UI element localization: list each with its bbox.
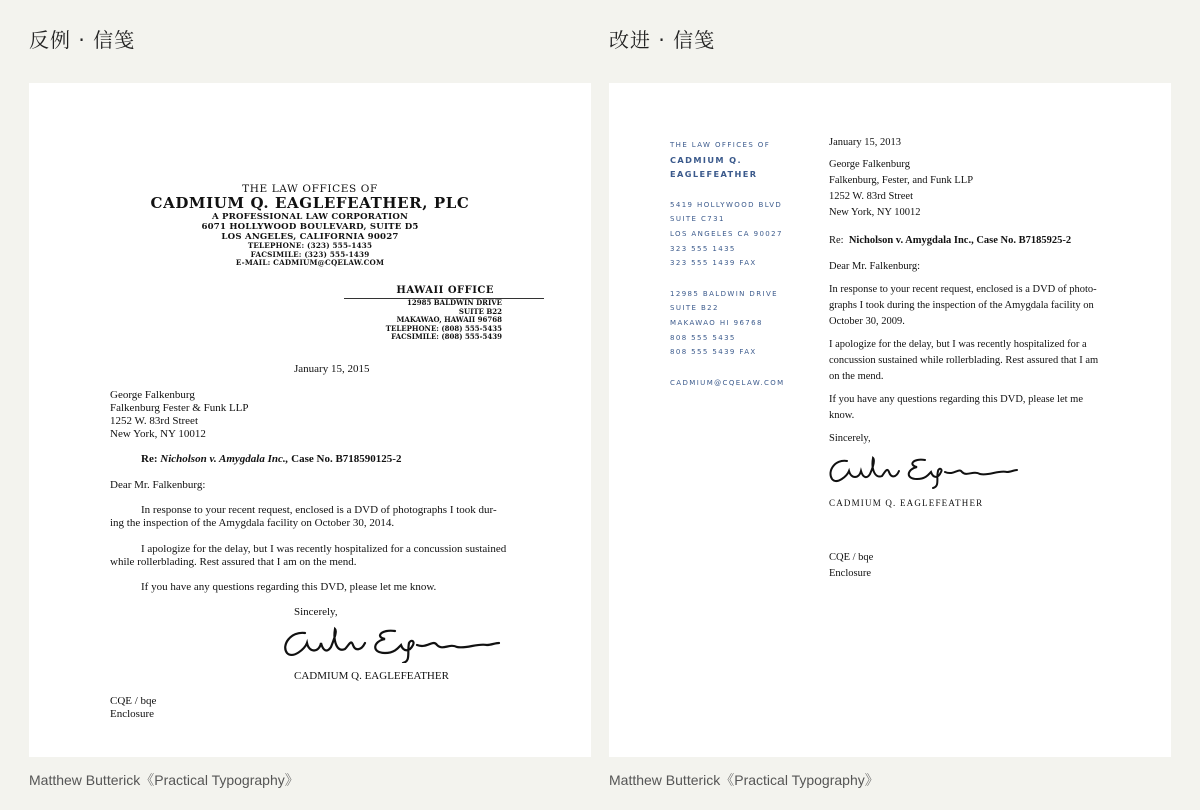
letter-date: January 15, 2015 xyxy=(294,363,370,375)
sidebar-office-line: MAKAWAO HI 96768 xyxy=(670,318,763,327)
hawaii-line: TELEPHONE: (808) 555-5435 xyxy=(385,323,502,333)
sidebar-office-line: SUITE B22 xyxy=(670,304,719,313)
paragraph-line: graphs I took during the inspection of the Amygdala facility on xyxy=(829,300,1094,311)
initials: CQE / bqe xyxy=(110,695,157,707)
initials: CQE / bqe xyxy=(829,552,874,563)
letterhead-tiny: E-MAIL: CADMIUM@CQELAW.COM xyxy=(235,258,385,267)
address-line: New York, NY 10012 xyxy=(829,207,921,218)
letterhead-pre: THE LAW OFFICES OF xyxy=(242,183,378,195)
re-line xyxy=(829,233,1071,249)
sidebar-office-line: 323 555 1439 FAX xyxy=(670,259,757,268)
letterhead-line: A PROFESSIONAL LAW CORPORATION xyxy=(211,212,409,222)
left-panel-title: 反例 · 信笺 xyxy=(29,28,136,52)
bad-letter-sheet xyxy=(29,83,591,757)
paragraph-line: ing the inspection of the Amygdala facility on October 30, 2014. xyxy=(110,517,395,529)
sidebar-office-line: SUITE C731 xyxy=(670,215,725,224)
address-line: New York, NY 10012 xyxy=(110,428,206,440)
letterhead-line: LOS ANGELES, CALIFORNIA 90027 xyxy=(221,232,399,242)
address-line: George Falkenburg xyxy=(829,159,910,170)
hawaii-line: MAKAWAO, HAWAII 96768 xyxy=(396,315,502,325)
paragraph-line: If you have any questions regarding this DVD, please let me know. xyxy=(141,581,437,593)
address-line: George Falkenburg xyxy=(110,389,195,401)
right-panel-title: 改进 · 信笺 xyxy=(609,28,716,52)
closing: Sincerely, xyxy=(294,606,338,618)
paragraph-line: concussion sustained while rollerblading. Rest assured that I am xyxy=(829,355,1099,366)
sidebar-office-line: LOS ANGELES CA 90027 xyxy=(670,229,783,238)
address-line: Falkenburg, Fester, and Funk LLP xyxy=(829,175,974,186)
right-caption: Matthew Butterick《Practical Typography》 xyxy=(609,772,879,788)
paragraph-line: I apologize for the delay, but I was recently hospitalized for a xyxy=(829,339,1087,350)
address-line: 1252 W. 83rd Street xyxy=(110,415,198,427)
hawaii-office-title: HAWAII OFFICE xyxy=(396,285,494,296)
re-text: Nicholson v. Amygdala Inc., Case No. B7185925-2 xyxy=(848,235,1072,246)
re-case-no: Case No. B718590125-2 xyxy=(291,453,402,465)
letterhead-firm-name: CADMIUM Q. EAGLEFEATHER, PLC xyxy=(150,194,470,212)
sidebar-firm-name: CADMIUM Q. xyxy=(670,154,743,165)
letterhead-sidebar xyxy=(670,138,785,390)
good-letter-sheet xyxy=(609,83,1171,757)
left-caption: Matthew Butterick《Practical Typography》 xyxy=(29,772,299,788)
sidebar-firm-name: EAGLEFEATHER xyxy=(670,169,758,180)
hawaii-office-block xyxy=(344,285,544,342)
hawaii-rule xyxy=(344,298,544,299)
re-line xyxy=(141,453,401,466)
paragraph-line: In response to your recent request, enclosed is a DVD of photo- xyxy=(829,284,1097,295)
letterhead-line: 6071 HOLLYWOOD BOULEVARD, SUITE D5 xyxy=(201,222,419,232)
re-case-name: Nicholson v. Amygdala Inc., xyxy=(160,453,289,465)
signer-name: CADMIUM Q. EAGLEFEATHER xyxy=(294,670,449,682)
address-line: 1252 W. 83rd Street xyxy=(829,191,913,202)
address-line: Falkenburg Fester & Funk LLP xyxy=(110,402,249,414)
paragraph-line: while rollerblading. Rest assured that I am on the mend. xyxy=(110,556,357,568)
letterhead xyxy=(29,183,591,268)
enclosure-note: Enclosure xyxy=(110,708,154,720)
letter-date: January 15, 2013 xyxy=(829,137,902,148)
paragraph-line: on the mend. xyxy=(829,371,884,382)
sidebar-email: CADMIUM@CQELAW.COM xyxy=(670,378,785,387)
paragraph-line: I apologize for the delay, but I was recently hospitalized for a concussion sustained xyxy=(141,543,507,555)
sidebar-office-line: 5419 HOLLYWOOD BLVD xyxy=(670,200,783,209)
sidebar-office-line: 323 555 1435 xyxy=(670,244,736,253)
signature-image xyxy=(277,623,507,663)
re-prefix: Re: xyxy=(141,453,158,465)
letterhead-tiny: FACSIMILE: (323) 555-1439 xyxy=(250,249,370,259)
hawaii-line: FACSIMILE: (808) 555-5439 xyxy=(391,332,502,342)
salutation: Dear Mr. Falkenburg: xyxy=(110,479,206,491)
sidebar-office-line: 12985 BALDWIN DRIVE xyxy=(670,289,778,298)
sidebar-office-line: 808 555 5435 xyxy=(670,333,736,342)
signer-name: CADMIUM Q. EAGLEFEATHER xyxy=(829,498,984,508)
re-prefix: Re: xyxy=(829,235,844,246)
paragraph-line: know. xyxy=(829,410,855,421)
sidebar-office-line: 808 555 5439 FAX xyxy=(670,348,757,357)
salutation: Dear Mr. Falkenburg: xyxy=(829,261,921,272)
hawaii-line: 12985 BALDWIN DRIVE xyxy=(406,298,502,307)
paragraph-line: In response to your recent request, enclosed is a DVD of photographs I took dur- xyxy=(141,504,497,516)
closing: Sincerely, xyxy=(829,433,871,444)
enclosure-note: Enclosure xyxy=(829,568,871,579)
hawaii-line: SUITE B22 xyxy=(458,306,502,316)
paragraph-line: October 30, 2009. xyxy=(829,316,905,327)
sidebar-pre: THE LAW OFFICES OF xyxy=(670,141,771,149)
paragraph-line: If you have any questions regarding this DVD, please let me xyxy=(829,394,1083,405)
signature-image xyxy=(823,453,1023,489)
letterhead-tiny: TELEPHONE: (323) 555-1435 xyxy=(247,241,373,250)
